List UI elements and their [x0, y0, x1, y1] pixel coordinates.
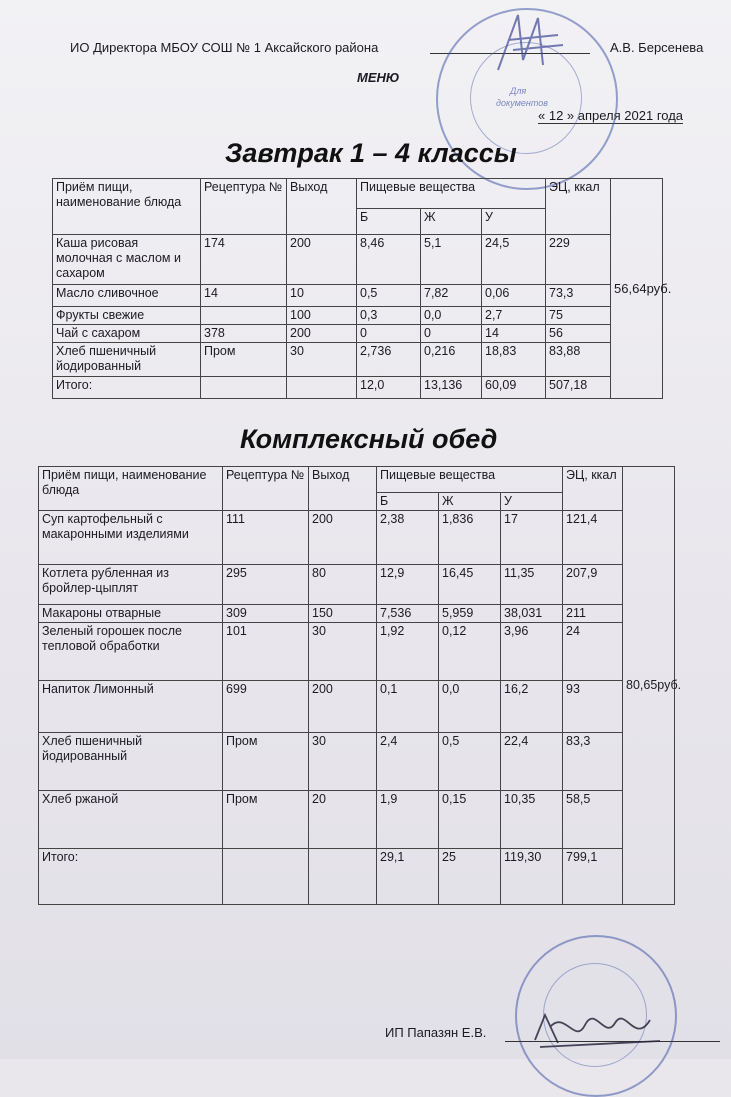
header-zh: Ж — [439, 493, 501, 511]
total-recipe-empty — [223, 849, 309, 905]
row-b: 2,736 — [357, 343, 421, 377]
header-kcal: ЭЦ, ккал — [546, 179, 611, 235]
entrepreneur-signature — [530, 1005, 670, 1055]
row-yield: 20 — [309, 791, 377, 849]
row-kcal: 83,3 — [563, 733, 623, 791]
row-zh: 0,15 — [439, 791, 501, 849]
row-kcal: 121,4 — [563, 511, 623, 565]
total-label: Итого: — [39, 849, 223, 905]
row-kcal: 93 — [563, 681, 623, 733]
header-u: У — [501, 493, 563, 511]
row-u: 17 — [501, 511, 563, 565]
total-row — [53, 377, 663, 399]
row-yield: 150 — [309, 605, 377, 623]
lunch-price: 80,65руб. — [623, 467, 675, 905]
row-u: 38,031 — [501, 605, 563, 623]
row-b: 1,9 — [377, 791, 439, 849]
row-u: 16,2 — [501, 681, 563, 733]
row-name: Масло сливочное — [53, 285, 201, 307]
row-name: Макароны отварные — [39, 605, 223, 623]
row-kcal: 24 — [563, 623, 623, 681]
director-signature — [488, 10, 568, 80]
row-zh: 0,5 — [439, 733, 501, 791]
table-row — [39, 733, 675, 791]
row-yield: 80 — [309, 565, 377, 605]
row-b: 8,46 — [357, 235, 421, 285]
row-yield: 200 — [287, 235, 357, 285]
row-name — [53, 235, 201, 285]
row-zh: 1,836 — [439, 511, 501, 565]
row-u: 22,4 — [501, 733, 563, 791]
table-row — [39, 511, 675, 565]
table-row — [39, 791, 675, 849]
footer-signer: ИП Папазян Е.В. — [385, 1025, 487, 1040]
row-u: 18,83 — [482, 343, 546, 377]
row-recipe: 378 — [201, 325, 287, 343]
row-u: 14 — [482, 325, 546, 343]
row-kcal: 56 — [546, 325, 611, 343]
row-yield: 30 — [309, 623, 377, 681]
approval-date: « 12 » апреля 2021 года — [538, 108, 684, 123]
header-yield: Выход — [287, 179, 357, 235]
row-kcal: 73,3 — [546, 285, 611, 307]
row-b: 1,92 — [377, 623, 439, 681]
row-recipe: 699 — [223, 681, 309, 733]
row-recipe: 101 — [223, 623, 309, 681]
row-zh: 5,1 — [421, 235, 482, 285]
row-yield: 200 — [287, 325, 357, 343]
table-row — [53, 307, 663, 325]
row-u: 0,06 — [482, 285, 546, 307]
row-yield: 10 — [287, 285, 357, 307]
row-zh: 5,959 — [439, 605, 501, 623]
director-name: А.В. Берсенева — [610, 40, 704, 55]
total-u: 119,30 — [501, 849, 563, 905]
row-zh: 16,45 — [439, 565, 501, 605]
row-kcal: 229 — [546, 235, 611, 285]
header-b: Б — [357, 209, 421, 235]
row-kcal: 58,5 — [563, 791, 623, 849]
row-kcal: 211 — [563, 605, 623, 623]
total-yield-empty — [287, 377, 357, 399]
row-name: Хлеб пшеничный йодированный — [53, 343, 201, 377]
row-recipe: 309 — [223, 605, 309, 623]
header-zh: Ж — [421, 209, 482, 235]
header-b: Б — [377, 493, 439, 511]
header-nutrients: Пищевые вещества — [357, 179, 546, 209]
row-b: 0 — [357, 325, 421, 343]
table-row — [53, 343, 663, 377]
table-row — [39, 681, 675, 733]
header-recipe: Рецептура № — [223, 467, 309, 511]
row-recipe: 174 — [201, 235, 287, 285]
header-kcal: ЭЦ, ккал — [563, 467, 623, 511]
total-label: Итого: — [53, 377, 201, 399]
row-kcal: 207,9 — [563, 565, 623, 605]
header-meal: Приём пищи, наименование блюда — [39, 467, 223, 511]
row-recipe: Пром — [223, 733, 309, 791]
director-line: ИО Директора МБОУ СОШ № 1 Аксайского района — [70, 40, 379, 55]
row-recipe — [201, 307, 287, 325]
breakfast-price: 56,64руб. — [611, 179, 663, 399]
row-name: Напиток Лимонный — [39, 681, 223, 733]
total-kcal: 799,1 — [563, 849, 623, 905]
row-recipe: 14 — [201, 285, 287, 307]
row-name-text: Каша рисовая молочная с маслом и сахаром — [56, 236, 181, 280]
row-yield: 30 — [309, 733, 377, 791]
row-yield: 30 — [287, 343, 357, 377]
row-name: Фрукты свежие — [53, 307, 201, 325]
header-yield: Выход — [309, 467, 377, 511]
header-u: У — [482, 209, 546, 235]
lunch-table — [38, 466, 682, 905]
row-name: Хлеб ржаной — [39, 791, 223, 849]
total-kcal: 507,18 — [546, 377, 611, 399]
row-zh: 0,216 — [421, 343, 482, 377]
row-yield: 200 — [309, 681, 377, 733]
row-name: Зеленый горошек после тепловой обработки — [39, 623, 223, 681]
total-b: 29,1 — [377, 849, 439, 905]
total-zh: 25 — [439, 849, 501, 905]
row-b: 12,9 — [377, 565, 439, 605]
row-zh: 0,0 — [439, 681, 501, 733]
row-u: 2,7 — [482, 307, 546, 325]
table-row — [53, 285, 663, 307]
row-u: 10,35 — [501, 791, 563, 849]
row-recipe: Пром — [223, 791, 309, 849]
row-yield: 100 — [287, 307, 357, 325]
row-u: 11,35 — [501, 565, 563, 605]
row-name: Чай с сахаром — [53, 325, 201, 343]
total-yield-empty — [309, 849, 377, 905]
row-recipe: 295 — [223, 565, 309, 605]
lunch-title: Комплексный обед — [240, 424, 498, 454]
row-zh: 7,82 — [421, 285, 482, 307]
header-nutrients: Пищевые вещества — [377, 467, 563, 493]
stamp-text-line2: документов — [496, 98, 548, 108]
breakfast-title: Завтрак 1 – 4 классы — [225, 138, 517, 168]
total-u: 60,09 — [482, 377, 546, 399]
total-row — [39, 849, 675, 905]
breakfast-table — [52, 178, 672, 399]
header-recipe: Рецептура № — [201, 179, 287, 235]
stamp-text-line1: Для — [510, 86, 527, 96]
table-row — [53, 235, 663, 285]
row-b: 2,4 — [377, 733, 439, 791]
row-name: Котлета рубленная из бройлер-цыплят — [39, 565, 223, 605]
row-b: 0,5 — [357, 285, 421, 307]
row-b: 7,536 — [377, 605, 439, 623]
table-row — [53, 325, 663, 343]
row-u: 24,5 — [482, 235, 546, 285]
header-meal: Приём пищи, наименование блюда — [53, 179, 201, 235]
row-zh: 0,12 — [439, 623, 501, 681]
menu-label: МЕНЮ — [357, 70, 400, 85]
row-b: 0,3 — [357, 307, 421, 325]
row-recipe: 111 — [223, 511, 309, 565]
row-name: Суп картофельный с макаронными изделиями — [39, 511, 223, 565]
row-zh: 0,0 — [421, 307, 482, 325]
row-u: 3,96 — [501, 623, 563, 681]
table-row — [39, 605, 675, 623]
row-recipe: Пром — [201, 343, 287, 377]
table-row — [39, 565, 675, 605]
row-kcal: 75 — [546, 307, 611, 325]
total-b: 12,0 — [357, 377, 421, 399]
row-name: Хлеб пшеничный йодированный — [39, 733, 223, 791]
total-recipe-empty — [201, 377, 287, 399]
table-row — [39, 623, 675, 681]
row-kcal: 83,88 — [546, 343, 611, 377]
row-yield: 200 — [309, 511, 377, 565]
row-b: 0,1 — [377, 681, 439, 733]
total-zh: 13,136 — [421, 377, 482, 399]
row-zh: 0 — [421, 325, 482, 343]
row-b: 2,38 — [377, 511, 439, 565]
